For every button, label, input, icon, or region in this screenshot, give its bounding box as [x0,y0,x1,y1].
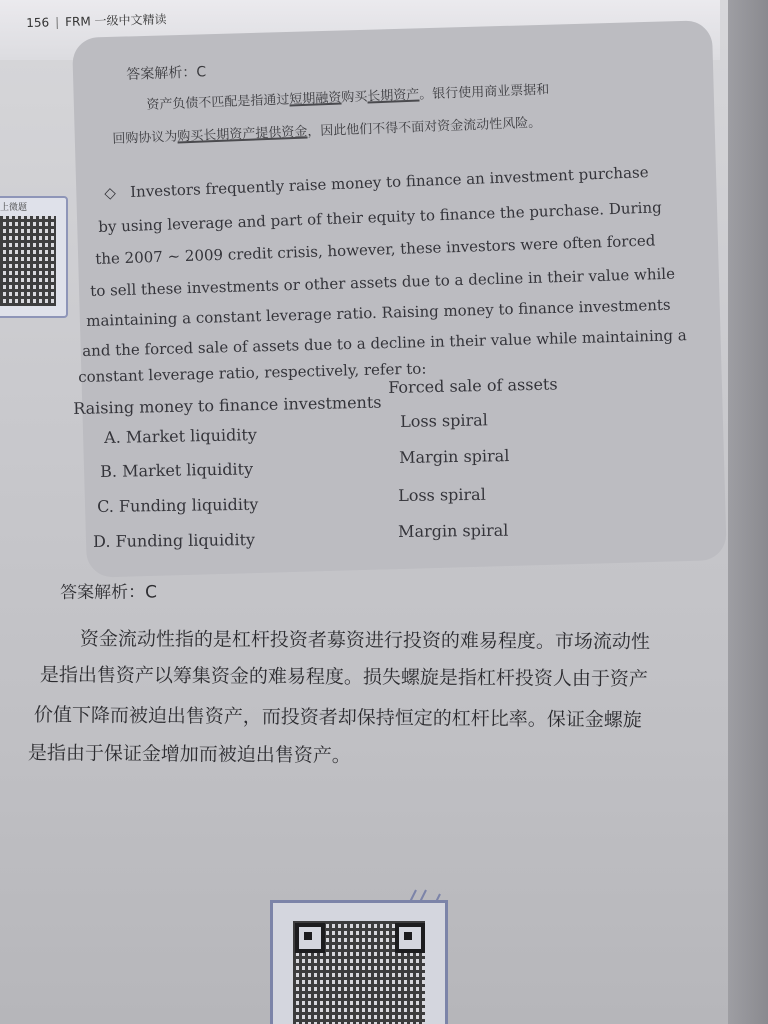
underlined-term: 短期融资 [289,90,342,108]
explanation-line-4: 是指由于保证金增加而被迫出售资产。 [27,741,351,767]
underlined-term: 长期资产 [367,87,420,105]
option-d-left: D. Funding liquidity [93,530,256,551]
answer1-text: 资产负债不匹配是指通过 [146,92,290,113]
answer1-label: 答案解析：C [126,64,207,83]
answer1-line2 [112,112,541,147]
answer1-line1 [146,79,550,113]
option-a-right: Loss spiral [400,410,488,431]
option-d-right: Margin spiral [398,520,509,541]
side-qr-code-card [0,196,68,318]
answer2-label: 答案解析：C [60,582,158,603]
page-number: 156 [26,15,50,30]
bullet-icon: ◇ [104,183,117,202]
option-b-left: B. Market liquidity [100,459,254,481]
question-line-3: the 2007 ~ 2009 credit crisis, however, these investors were often forced [95,231,656,268]
question-line-2: by using leverage and part of their equity to finance the purchase. During [98,198,662,236]
question-line-1 [104,163,649,202]
option-a-left: A. Market liquidity [104,425,258,447]
answer1-text: 。银行使用商业票据和 [419,82,550,103]
column-header-right: Forced sale of assets [388,374,558,397]
option-b-right: Margin spiral [399,446,510,467]
bottom-qr-code-card [270,900,448,1024]
qr-finder-icon [295,923,325,953]
question-line-7: constant leverage ratio, respectively, refer to: [78,359,427,386]
column-header-left: Raising money to finance investments [73,392,382,418]
answer1-text: ，因此他们不得不面对资金流动性风险。 [307,115,542,140]
option-c-right: Loss spiral [398,484,486,505]
explanation-line-2: 是指出售资产以筹集资金的难易程度。损失螺旋是指杠杆投资人由于资产 [39,663,648,691]
book-title: FRM 一级中文精读 [64,12,167,29]
explanation-line-3: 价值下降而被迫出售资产，而投资者却保持恒定的杠杆比率。保证金螺旋 [33,703,642,732]
page-header: 156 | FRM 一级中文精读 [26,12,167,30]
option-c-left: C. Funding liquidity [97,494,259,516]
qr-finder-icon [395,923,425,953]
answer1-text: 购买 [341,89,368,106]
question-line-4: to sell these investments or other assets due to a decline in their value while [90,264,676,300]
underlined-term: 购买长期资产提供资金 [177,124,308,145]
question-line-6: and the forced sale of assets due to a decline in their value while maintaining a [82,326,687,360]
answer1-text: 回购协议为 [112,129,178,147]
question-text: Investors frequently raise money to finance an investment purchase [129,163,649,201]
explanation-line-1: 资金流动性指的是杠杆投资者募资进行投资的难易程度。市场流动性 [79,627,650,653]
question-line-5: maintaining a constant leverage ratio. Raising money to finance investments [86,295,671,330]
side-qr-tag: 上微题 [0,203,28,213]
qr-code-icon [0,216,56,306]
